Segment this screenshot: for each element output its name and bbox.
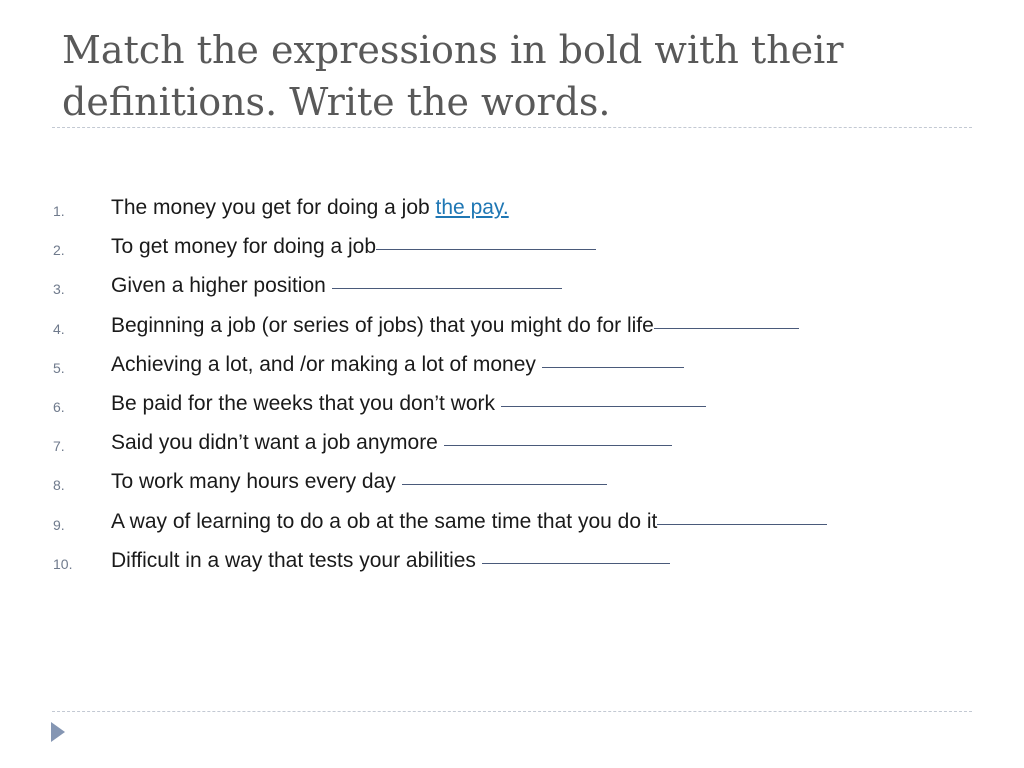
item-text: Difficult in a way that tests your abilities xyxy=(111,549,670,573)
play-arrow-icon xyxy=(51,722,65,742)
item-number: 9. xyxy=(53,516,65,533)
page-title: Match the expressions in bold with their definitions. Write the words. xyxy=(62,28,844,124)
item-number: 6. xyxy=(53,398,65,415)
exercise-list xyxy=(0,190,1024,582)
item-text: Given a higher position xyxy=(111,274,562,298)
answer-blank[interactable] xyxy=(332,287,562,289)
item-text: To work many hours every day xyxy=(111,470,607,494)
answer-blank[interactable] xyxy=(482,562,670,564)
item-text: Achieving a lot, and /or making a lot of money xyxy=(111,353,684,377)
answer-blank[interactable] xyxy=(402,483,607,485)
answer-blank[interactable] xyxy=(501,405,706,407)
item-number: 8. xyxy=(53,477,65,494)
title-divider xyxy=(52,127,972,128)
item-number: 7. xyxy=(53,438,65,455)
item-text: Beginning a job (or series of jobs) that you might do for life xyxy=(111,314,799,338)
item-number: 10. xyxy=(53,555,73,572)
list-item xyxy=(0,268,1024,307)
answer-blank[interactable] xyxy=(542,366,684,368)
list-item xyxy=(0,308,1024,347)
item-number: 1. xyxy=(53,203,65,219)
answer-blank[interactable] xyxy=(376,248,596,250)
list-item xyxy=(0,229,1024,268)
answer-blank[interactable] xyxy=(657,523,827,525)
item-text: Be paid for the weeks that you don’t work xyxy=(111,392,706,416)
list-item xyxy=(0,504,1024,543)
list-item xyxy=(0,425,1024,464)
answer-link[interactable]: the pay. xyxy=(435,196,509,219)
item-number: 4. xyxy=(53,320,65,337)
list-item xyxy=(0,190,1024,229)
item-text: A way of learning to do a ob at the same time that you do it xyxy=(111,510,827,534)
item-text: Said you didn’t want a job anymore xyxy=(111,431,672,455)
answer-blank[interactable] xyxy=(444,444,672,446)
list-item xyxy=(0,386,1024,425)
answer-blank[interactable] xyxy=(654,327,799,329)
list-item xyxy=(0,347,1024,386)
item-text: The money you get for doing a job the pay. xyxy=(111,196,509,219)
list-item xyxy=(0,464,1024,503)
footer-divider xyxy=(52,711,972,712)
item-number: 3. xyxy=(53,281,65,298)
item-text: To get money for doing a job xyxy=(111,235,596,259)
item-number: 5. xyxy=(53,359,65,376)
item-number: 2. xyxy=(53,242,65,259)
list-item xyxy=(0,543,1024,582)
